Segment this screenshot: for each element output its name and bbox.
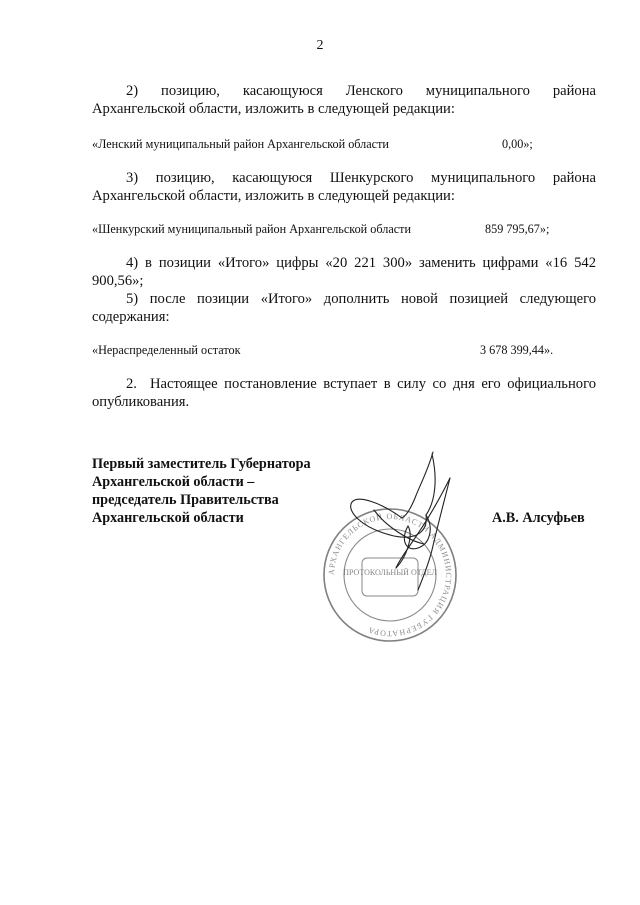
page-number: 2 — [316, 38, 324, 53]
signer-name: А.В. Алсуфьев — [492, 510, 585, 526]
table-row-lensky — [92, 136, 596, 152]
signer-title-line: Первый заместитель Губернатора — [92, 456, 311, 472]
paragraph-new-position: 5) после позиции «Итого» дополнить новой позицией следующего содержания: — [92, 291, 596, 325]
seal-inner-text: ПРОТОКОЛЬНЫЙ ОТДЕЛ — [343, 568, 437, 577]
table-row-shenkursky — [92, 221, 596, 237]
row-value: 0,00»; — [502, 137, 533, 151]
row-value: 859 795,67»; — [485, 222, 550, 236]
paragraph-shenkursky: 3) позицию, касающуюся Шенкурского муниципального района Архангельской области, изложить в следующей редакции: — [92, 170, 596, 204]
signer-title-line: председатель Правительства — [92, 492, 279, 508]
seal-ring-text: АРХАНГЕЛЬСКОЙ ОБЛАСТИ АДМИНИСТРАЦИЯ ГУБЕРНАТОРА — [326, 511, 454, 639]
row-label: «Шенкурский муниципальный район Архангельской области — [92, 222, 411, 236]
row-label: «Нераспределенный остаток — [92, 343, 241, 357]
signature-block — [92, 455, 311, 527]
seal-stamp-icon — [310, 440, 490, 645]
row-label: «Ленский муниципальный район Архангельской области — [92, 137, 389, 151]
paragraph-total: 4) в позиции «Итого» цифры «20 221 300» заменить цифрами «16 542 900,56»; — [92, 255, 596, 289]
table-row-remainder — [92, 342, 596, 358]
signer-title-line: Архангельской области — [92, 510, 244, 526]
paragraph-lensky: 2) позицию, касающуюся Ленского муниципального района Архангельской области, изложить в следующей редакции: — [92, 83, 596, 117]
row-value: 3 678 399,44». — [480, 343, 554, 357]
signer-title-line: Архангельской области – — [92, 474, 255, 490]
paragraph-effective: 2. Настоящее постановление вступает в силу со дня его официального опубликования. — [92, 376, 596, 410]
